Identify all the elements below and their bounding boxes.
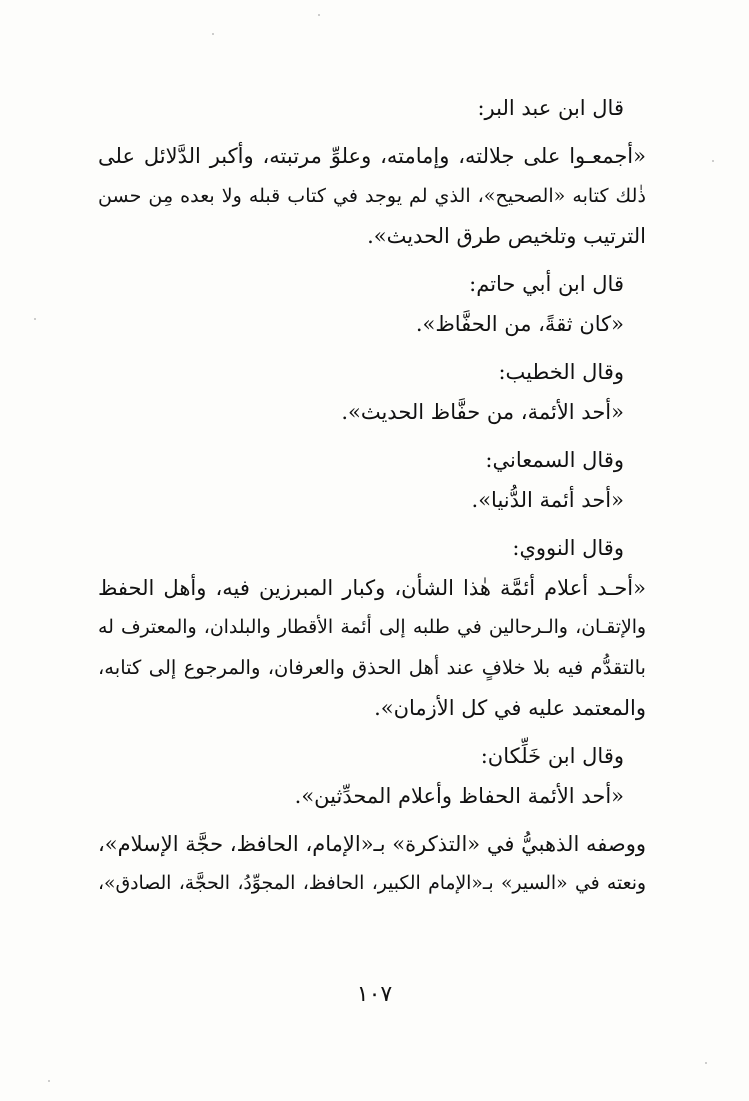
- quote-line-1: «أجمعـوا على جلالته، وإمامته، وعلوِّ مرتبته، وأكبر الدَّلائل على: [98, 144, 646, 168]
- speaker-al-khatib: وقال الخطيب:: [498, 360, 624, 384]
- quote-ibn-khallikan: «أحد الأئمة الحفاظ وأعلام المحدِّثين».: [294, 784, 624, 808]
- quote-line-2: ذٰلك كتابه «الصحيح»، الذي لم يوجد في كتاب قبله ولا بعده مِن حسن: [98, 184, 646, 207]
- speaker-al-nawawi: وقال النووي:: [512, 536, 624, 560]
- quote-nawawi-line-4: والمعتمد عليه في كل الأزمان».: [374, 696, 646, 720]
- quote-nawawi-line-1: «أحـد أعلام أئمَّة هٰذا الشأن، وكبار المبرزين فيه، وأهل الحفظ: [98, 576, 646, 600]
- scan-speck: [318, 14, 320, 16]
- quote-ibn-abi-hatim: «كان ثقةً، من الحفَّاظ».: [415, 312, 624, 336]
- dhahabi-line-2: ونعته في «السير» بـ«الإمام الكبير، الحافظ، المجوِّدُ، الحجَّة، الصادق»،: [98, 873, 646, 894]
- scan-speck: [34, 318, 36, 320]
- scan-speck: [212, 33, 214, 35]
- quote-line-3: الترتيب وتلخيص طرق الحديث».: [367, 224, 646, 248]
- quote-al-khatib: «أحد الأئمة، من حفَّاظ الحديث».: [341, 400, 624, 424]
- speaker-ibn-khallikan: وقال ابن خَلِّكان:: [480, 744, 624, 768]
- page-body-text: [98, 88, 646, 904]
- scan-speck: [712, 160, 714, 162]
- quote-al-samani: «أحد أئمة الدُّنيا».: [471, 488, 624, 512]
- dhahabi-line-1: ووصفه الذهبيُّ في «التذكرة» بـ«الإمام، الحافظ، حجَّة الإسلام»،: [98, 832, 646, 856]
- page-number: ١٠٧: [356, 982, 393, 1007]
- speaker-ibn-abd-al-barr: قال ابن عبد البر:: [477, 96, 624, 120]
- speaker-al-samani: وقال السمعاني:: [485, 448, 624, 472]
- scan-speck: [705, 1062, 707, 1064]
- quote-nawawi-line-3: بالتقدُّم فيه بلا خلافٍ عند أهل الحذق والعرفان، والمرجوع إلى كتابه،: [98, 656, 646, 679]
- quote-nawawi-line-2: والإتقـان، والـرحالين في طلبه إلى أئمة الأقطار والبلدان، والمعترف له: [98, 617, 646, 638]
- scan-speck: [48, 1080, 50, 1082]
- speaker-ibn-abi-hatim: قال ابن أبي حاتم:: [469, 272, 624, 296]
